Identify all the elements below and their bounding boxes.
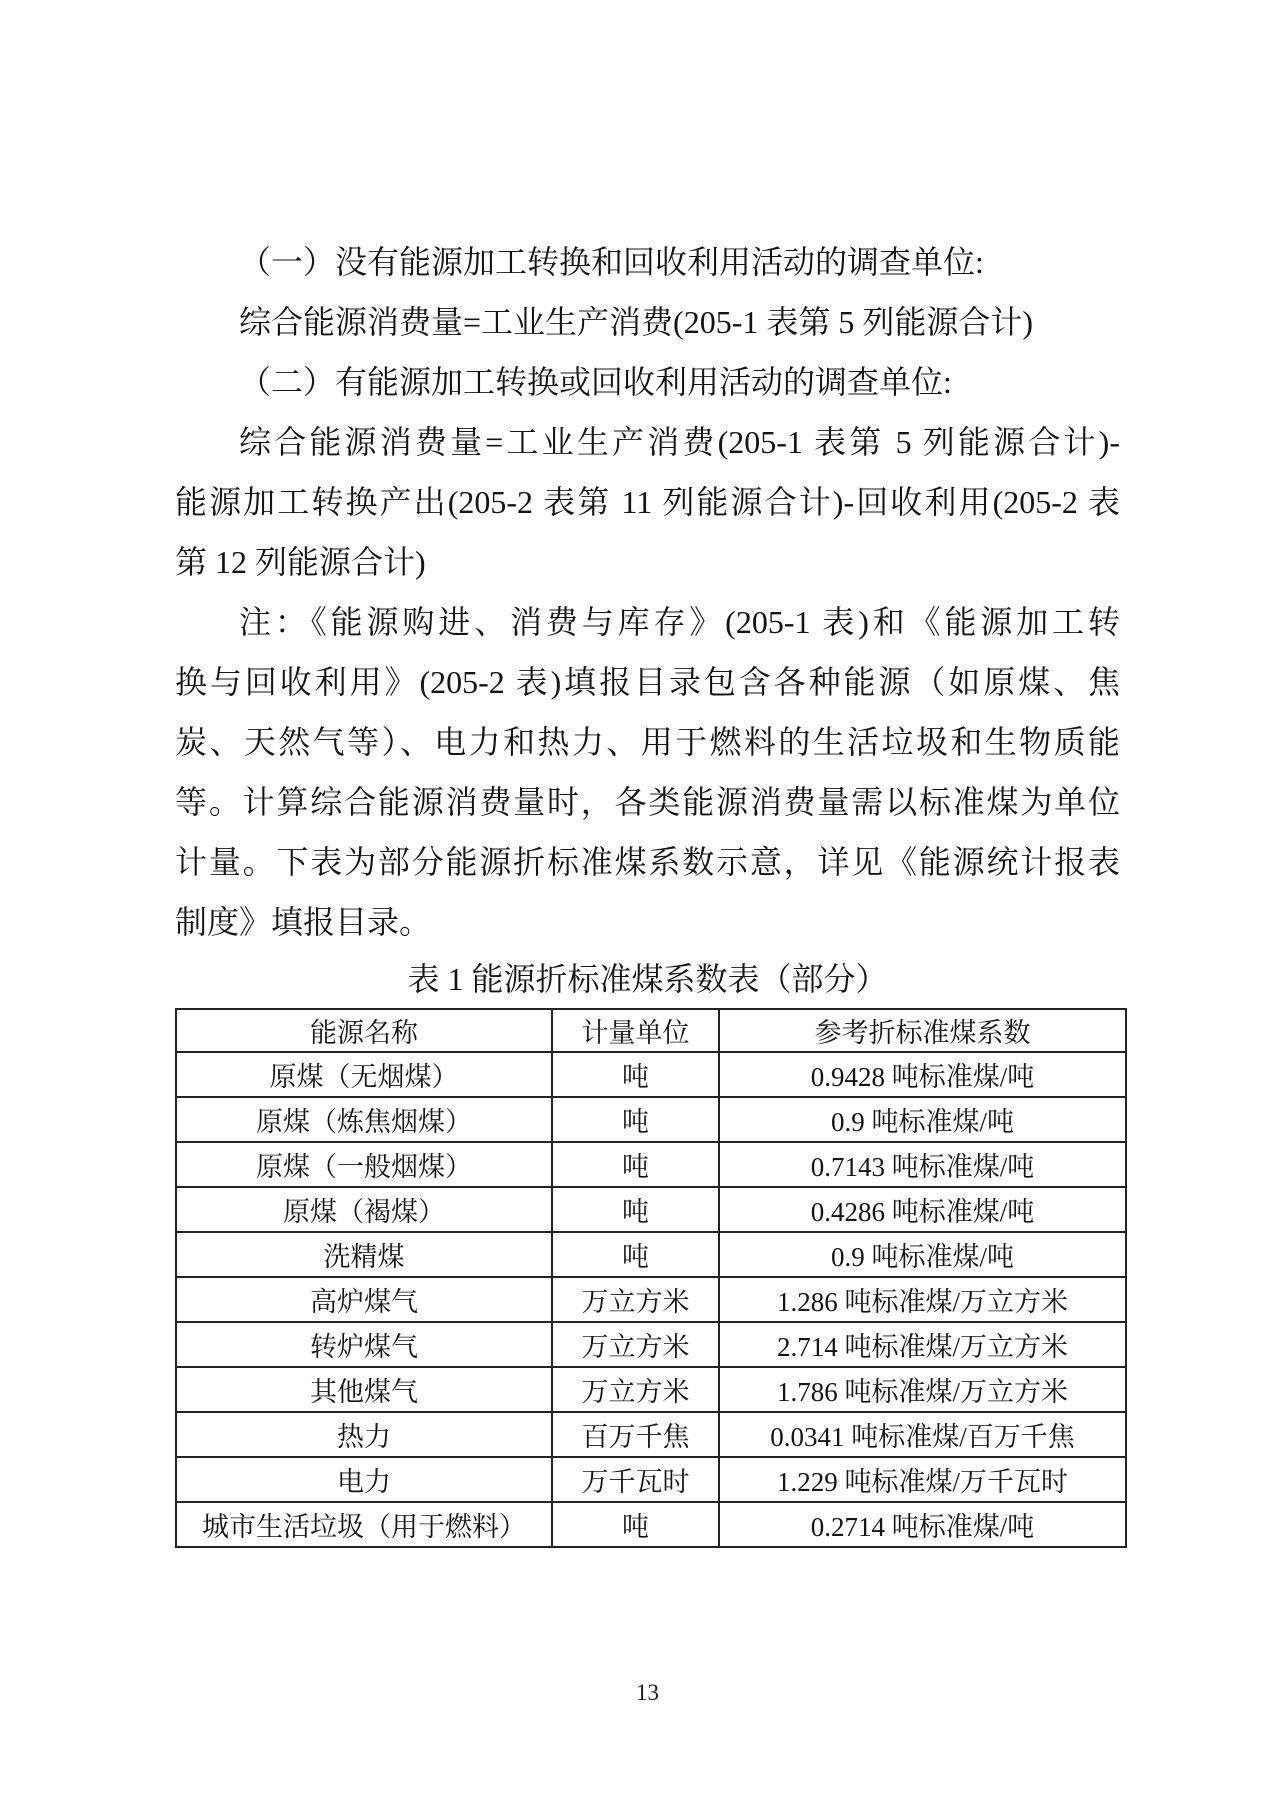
text-line: （一）没有能源加工转换和回收利用活动的调查单位: [239, 244, 984, 280]
text-line: 炭、天然气等）、电力和热力、用于燃料的生活垃圾和生物质能 [175, 724, 1120, 760]
table-title: 表 1 能源折标准煤系数表（部分） [407, 961, 888, 997]
unit-cell: 吨 [552, 1052, 719, 1097]
text-line: 综合能源消费量=工业生产消费(205-1 表第 5 列能源合计)- [239, 424, 1120, 460]
text-line: 第 12 列能源合计) [175, 544, 426, 580]
text-line: 能源加工转换产出(205-2 表第 11 列能源合计)-回收利用(205-2 表 [175, 484, 1120, 520]
energy-name-cell: 电力 [176, 1457, 552, 1502]
energy-name-cell: 洗精煤 [176, 1232, 552, 1277]
unit-cell: 万千瓦时 [552, 1457, 719, 1502]
paragraph [175, 292, 1120, 352]
coefficient-cell: 1.229 吨标准煤/万千瓦时 [719, 1457, 1126, 1502]
unit-cell: 万立方米 [552, 1277, 719, 1322]
unit-cell: 吨 [552, 1187, 719, 1232]
text-line: 计量。下表为部分能源折标准煤系数示意，详见《能源统计报表 [175, 844, 1120, 880]
energy-name-cell: 高炉煤气 [176, 1277, 552, 1322]
energy-name-cell: 转炉煤气 [176, 1322, 552, 1367]
energy-name-cell: 城市生活垃圾（用于燃料） [176, 1502, 552, 1547]
paragraph [175, 412, 1120, 592]
coefficient-cell: 0.4286 吨标准煤/吨 [719, 1187, 1126, 1232]
paragraph [175, 232, 1120, 292]
coefficient-cell: 0.2714 吨标准煤/吨 [719, 1502, 1126, 1547]
table-row [176, 1502, 1126, 1547]
coefficient-cell: 2.714 吨标准煤/万立方米 [719, 1322, 1126, 1367]
coefficient-cell: 0.0341 吨标准煤/百万千焦 [719, 1412, 1126, 1457]
table-row [176, 1322, 1126, 1367]
coefficient-cell: 0.7143 吨标准煤/吨 [719, 1142, 1126, 1187]
text-line: 换与回收利用》(205-2 表)填报目录包含各种能源（如原煤、焦 [175, 664, 1120, 700]
text-line: 制度》填报目录。 [175, 904, 432, 940]
coefficient-cell: 0.9428 吨标准煤/吨 [719, 1052, 1126, 1097]
text-block [175, 232, 1120, 1548]
table-row [176, 1142, 1126, 1187]
table-row [176, 1412, 1126, 1457]
coefficient-cell: 0.9 吨标准煤/吨 [719, 1232, 1126, 1277]
coefficient-cell: 1.286 吨标准煤/万立方米 [719, 1277, 1126, 1322]
table-row [176, 1232, 1126, 1277]
table-row [176, 1457, 1126, 1502]
table-body [176, 1052, 1126, 1547]
unit-cell: 吨 [552, 1142, 719, 1187]
energy-name-cell: 其他煤气 [176, 1367, 552, 1412]
table-header-row [176, 1009, 1126, 1052]
coefficient-table [175, 1008, 1127, 1548]
table-header-cell: 计量单位 [552, 1009, 719, 1052]
table-row [176, 1367, 1126, 1412]
unit-cell: 万立方米 [552, 1367, 719, 1412]
table-row [176, 1052, 1126, 1097]
coefficient-cell: 1.786 吨标准煤/万立方米 [719, 1367, 1126, 1412]
page-number: 13 [636, 1680, 659, 1705]
text-line: 等。计算综合能源消费量时，各类能源消费量需以标准煤为单位 [175, 784, 1120, 820]
energy-name-cell: 热力 [176, 1412, 552, 1457]
energy-name-cell: 原煤（无烟煤） [176, 1052, 552, 1097]
energy-name-cell: 原煤（炼焦烟煤） [176, 1097, 552, 1142]
table-header-cell: 能源名称 [176, 1009, 552, 1052]
text-line: 注：《能源购进、消费与库存》(205-1 表)和《能源加工转 [239, 604, 1120, 640]
unit-cell: 万立方米 [552, 1322, 719, 1367]
text-line: 综合能源消费量=工业生产消费(205-1 表第 5 列能源合计) [239, 304, 1034, 340]
body-paragraphs [175, 232, 1120, 952]
table-header-cell: 参考折标准煤系数 [719, 1009, 1126, 1052]
coefficient-cell: 0.9 吨标准煤/吨 [719, 1097, 1126, 1142]
paragraph [175, 352, 1120, 412]
table-row [176, 1187, 1126, 1232]
energy-name-cell: 原煤（褐煤） [176, 1187, 552, 1232]
table-row [176, 1097, 1126, 1142]
energy-name-cell: 原煤（一般烟煤） [176, 1142, 552, 1187]
unit-cell: 百万千焦 [552, 1412, 719, 1457]
unit-cell: 吨 [552, 1502, 719, 1547]
unit-cell: 吨 [552, 1097, 719, 1142]
unit-cell: 吨 [552, 1232, 719, 1277]
text-line: （二）有能源加工转换或回收利用活动的调查单位: [239, 364, 952, 400]
table-row [176, 1277, 1126, 1322]
paragraph [175, 592, 1120, 952]
